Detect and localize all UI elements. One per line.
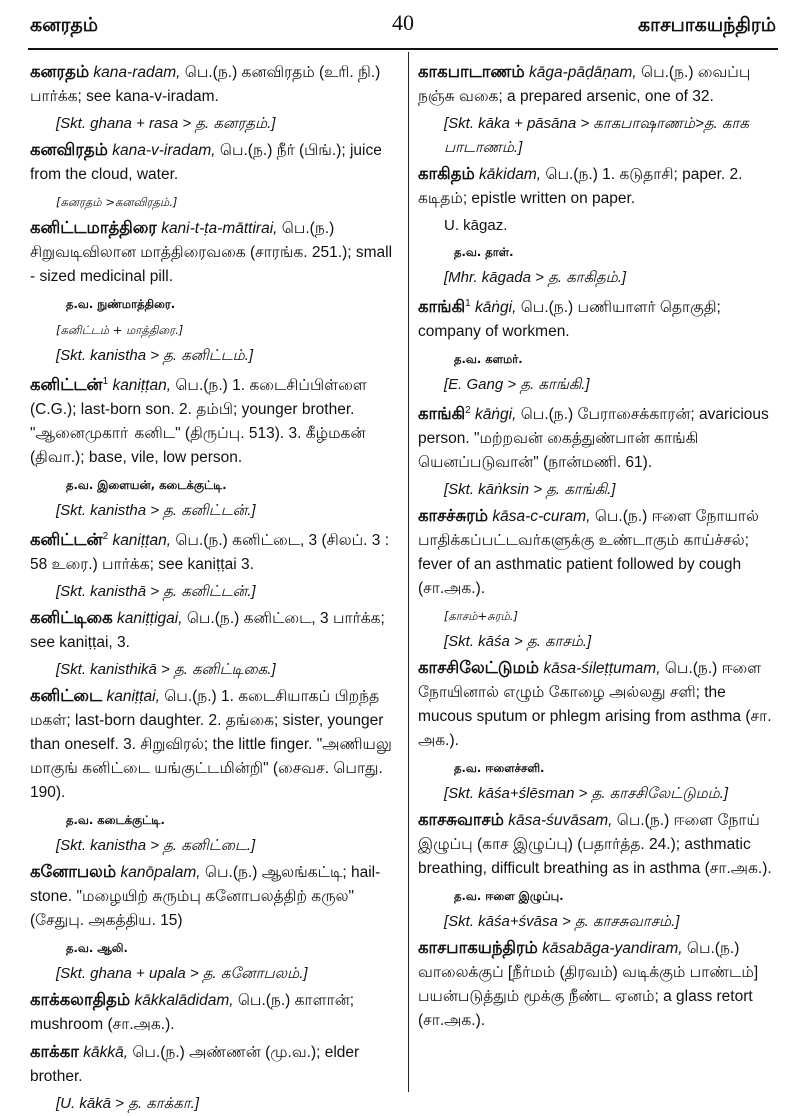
dictionary-entry	[30, 606, 400, 655]
entry-transliteration: kaniṭṭan,	[112, 377, 172, 395]
tamil-equivalent-note: த.வ. ஈளைச்சளி.	[454, 761, 545, 776]
derivation-note: [கனிட்டம் + மாத்திரை.]	[56, 323, 184, 337]
tamil-equivalent-note: த.வ. ஆலி.	[66, 941, 128, 956]
loan-note: U. kāgaz.	[444, 217, 508, 234]
dictionary-entry	[418, 656, 778, 753]
dictionary-entry	[418, 808, 778, 881]
dictionary-entry	[418, 60, 778, 109]
page-header	[28, 8, 778, 50]
entry-definition: பெ.(ந.) வைப்பு நஞ்சு வகை; a prepared arsenic, one of 32.	[418, 64, 751, 105]
entry-headword: காகபாடாணம்	[418, 62, 525, 81]
dictionary-entry	[30, 370, 400, 470]
entry-definition: பெ.(ந.) அண்ணன் (மு.வ.); elder brother.	[30, 1044, 360, 1086]
entry-definition: பெ.(ந.) கனிட்டை, 3 பார்க்க; see kaniṭṭai, 3.	[30, 610, 385, 652]
entry-definition: பெ.(ந.) கனவிரதம் (உரி. நி.) பார்க்க; see kana-v-iradam.	[30, 64, 381, 105]
entry-headword: காசச்சுரம்	[418, 506, 489, 526]
entry-transliteration: kāsa-śileṭṭumam,	[543, 660, 661, 678]
tamil-equivalent-note: த.வ. இளையன், கடைக்குட்டி.	[66, 478, 227, 493]
etymology-note: [U. kākā > த. காக்கா.]	[56, 1095, 200, 1113]
entry-definition: பெ.(ந.) நீர் (பிங்.); juice from the cloud, water.	[30, 142, 382, 183]
derivation-note: [காசம்+சுரம்.]	[444, 609, 518, 624]
entry-headword: கனவிரதம்	[30, 140, 108, 159]
dictionary-entry	[30, 988, 400, 1037]
entry-transliteration: kāsabāga-yandiram,	[542, 940, 683, 958]
dictionary-entry	[30, 525, 400, 577]
etymology-note: [Skt. ghana + upala > த. கனோபலம்.]	[56, 965, 308, 983]
etymology-note: [Skt. ghana + rasa > த. கனரதம்.]	[56, 115, 276, 132]
homonym-number: 2	[465, 405, 471, 417]
entry-definition: பெ.(ந.) ஈளை நோயினால் எழும் கோழை அல்லது சளி; the mucous sputum or phlegm arising from asthma (சா. அக.).	[418, 660, 772, 750]
entry-definition: பெ.(ந.) 1. கடைசியாகப் பிறந்த மகள்; last-born daughter. 2. தங்கை; sister, younger than oneself. 3. சிறுவிரல்; the little finger. "அணியலு மாகுங் கனிட்டை யங்குட்டமின்றி" (சைவச. பொது. 190).	[30, 688, 392, 802]
entry-headword: கனிட்டமாத்திரை	[30, 218, 157, 237]
tamil-equivalent-note: த.வ. தாள்.	[454, 245, 514, 259]
header-left-guideword: கனரதம்	[30, 14, 99, 36]
entry-transliteration: kanōpalam,	[120, 864, 201, 882]
entry-transliteration: kākkalādidam,	[134, 992, 234, 1010]
etymology-note: [Skt. kanisthā > த. கனிட்டன்.]	[56, 583, 256, 601]
entry-headword: கனரதம்	[30, 62, 90, 81]
entry-definition: பெ.(ந.) காளான்; mushroom (சா.அக.).	[30, 992, 355, 1034]
dictionary-entry	[30, 138, 400, 187]
entry-definition: பெ.(ந.) சிறுவடிவிலான மாத்திரைவகை (சாரங்க. 251.); small - sized medicinal pill.	[30, 220, 393, 285]
etymology-note: [Skt. kāka + pāsāna > காகபாஷாணம்>த. காக பாடாணம்.]	[444, 115, 749, 156]
dictionary-entry	[418, 292, 778, 344]
tamil-equivalent-note: த.வ. நுண்மாத்திரை.	[66, 297, 176, 311]
entry-headword: காகிதம்	[418, 164, 475, 183]
dictionary-entry	[30, 684, 400, 805]
entry-transliteration: kāṅgi,	[475, 299, 517, 317]
entry-definition: பெ.(ந.) பேராசைக்காரன்; avaricious person. "மற்றவன் கைத்துண்பான் காங்கி யெனப்படுவான்" (நான்மணி. 61).	[418, 406, 769, 472]
etymology-note: [Mhr. kāgada > த. காகிதம்.]	[444, 269, 627, 286]
entry-transliteration: kaniṭṭan,	[112, 532, 172, 550]
dictionary-entry	[30, 1040, 400, 1089]
entry-transliteration: kani-t-ṭa-māttirai,	[161, 220, 278, 237]
dictionary-entry	[418, 399, 778, 475]
etymology-note: [Skt. kanistha > த. கனிட்டை.]	[56, 837, 256, 855]
entry-headword: கனிட்டன்	[30, 375, 103, 395]
dictionary-entry	[418, 504, 778, 601]
etymology-note: [Skt. kanisthikā > த. கனிட்டிகை.]	[56, 661, 276, 679]
left-column	[30, 60, 400, 1113]
entry-transliteration: kāṅgi,	[475, 406, 517, 424]
column-divider	[408, 52, 409, 1092]
entry-definition: பெ.(ந.) பணியாளர் தொகுதி; company of workmen.	[418, 299, 721, 341]
dictionary-entry	[30, 860, 400, 933]
etymology-note: [Skt. kāśa+śvāsa > த. காசசுவாசம்.]	[444, 913, 680, 931]
entry-headword: கனிட்டை	[30, 686, 103, 706]
entry-definition: பெ.(ந.) 1. கடைசிப்பிள்ளை (C.G.); last-born son. 2. தம்பி; younger brother. "ஆனைமுகாா் கனிட" (திருப்பு. 513). 3. கீழ்மகன் (திவா.); base, vile, low person.	[30, 377, 367, 467]
entry-definition: பெ.(ந.) கனிட்டை, 3 (சிலப். 3 : 58 உரை.) பார்க்க; see kaniṭṭai 3.	[30, 532, 390, 574]
entry-definition: பெ.(ந.) ஈளை நோயால் பாதிக்கப்பட்டவர்களுக்கு உண்டாகும் காய்ச்சல்; fever of an asthmatic patient followed by cough (சா.அக.).	[418, 508, 759, 598]
entry-transliteration: kaniṭṭigai,	[117, 610, 183, 628]
entry-transliteration: kāga-pāḍāṇam,	[528, 64, 637, 81]
etymology-note: [Skt. kanistha > த. கனிட்டம்.]	[56, 347, 254, 364]
entry-definition: பெ.(ந.) 1. கடுதாசி; paper. 2. கடிதம்; epistle written on paper.	[418, 166, 743, 207]
entry-headword: கனோபலம்	[30, 862, 117, 882]
dictionary-entry	[30, 216, 400, 289]
entry-headword: காங்கி	[418, 404, 466, 424]
etymology-note: [Skt. kāśa+ślēsman > த. காசசிலேட்டுமம்.]	[444, 785, 729, 803]
homonym-number: 2	[102, 531, 109, 543]
entry-headword: காசசிலேட்டுமம்	[418, 658, 540, 678]
entry-definition: பெ.(ந.) ஆலங்கட்டி; hail-stone. "மழையிற் சுரும்பு கனோபலத்திற் கருல" (சேதுபு. அகத்திய. 15)	[30, 864, 381, 930]
dictionary-entry	[418, 162, 778, 211]
etymology-note: [E. Gang > த. காங்கி.]	[444, 376, 590, 394]
etymology-note: [Skt. kanistha > த. கனிட்டன்.]	[56, 502, 256, 520]
page-number: 40	[392, 10, 414, 35]
entry-transliteration: kāsa-c-curam,	[492, 508, 591, 526]
entry-headword: காங்கி	[418, 297, 466, 317]
tamil-equivalent-note: த.வ. கடைக்குட்டி.	[66, 813, 165, 828]
entry-transliteration: kākidam,	[479, 166, 542, 183]
entry-headword: காசபாகயந்திரம்	[418, 938, 538, 958]
entry-transliteration: kana-radam,	[93, 64, 181, 81]
entry-definition: பெ.(ந.) ஈளை நோய் இழுப்பு (காச இழுப்பு) (பதார்த்த. 24.); asthmatic breathing, difficult breathing as in asthma (சா.அக.).	[418, 812, 772, 878]
entry-transliteration: kana-v-iradam,	[112, 142, 216, 159]
entry-headword: கனிட்டன்	[30, 530, 103, 550]
entry-transliteration: kaniṭṭai,	[106, 688, 160, 706]
homonym-number: 1	[102, 376, 109, 387]
derivation-note: [கனரதம் >கனவிரதம்.]	[56, 195, 178, 209]
homonym-number: 1	[465, 298, 471, 309]
entry-definition: பெ.(ந.) வாலைக்குப் [நீர்மம் (திரவம்) வடிக்கும் பாண்டம்] பயன்படுத்தும் மூக்கு நீண்ட ஏனம்; a glass retort (சா.அக.).	[418, 940, 759, 1030]
entry-headword: காசசுவாசம்	[418, 810, 504, 830]
header-right-guideword: காசபாகயந்திரம்	[638, 14, 776, 36]
dictionary-entry	[30, 60, 400, 109]
etymology-note: [Skt. kāṅksin > த. காங்கி.]	[444, 481, 616, 499]
entry-headword: கனிட்டிகை	[30, 608, 113, 628]
tamil-equivalent-note: த.வ. ஈளை இழுப்பு.	[454, 889, 564, 904]
etymology-note: [Skt. kāśa > த. காசம்.]	[444, 633, 592, 651]
entry-transliteration: kākkā,	[83, 1044, 129, 1062]
entry-transliteration: kāsa-śuvāsam,	[508, 812, 613, 830]
entry-headword: காக்கலாதிதம்	[30, 990, 131, 1010]
tamil-equivalent-note: த.வ. களமர்.	[454, 352, 523, 367]
right-column	[418, 60, 778, 1095]
entry-headword: காக்கா	[30, 1042, 79, 1062]
dictionary-entry	[418, 936, 778, 1033]
